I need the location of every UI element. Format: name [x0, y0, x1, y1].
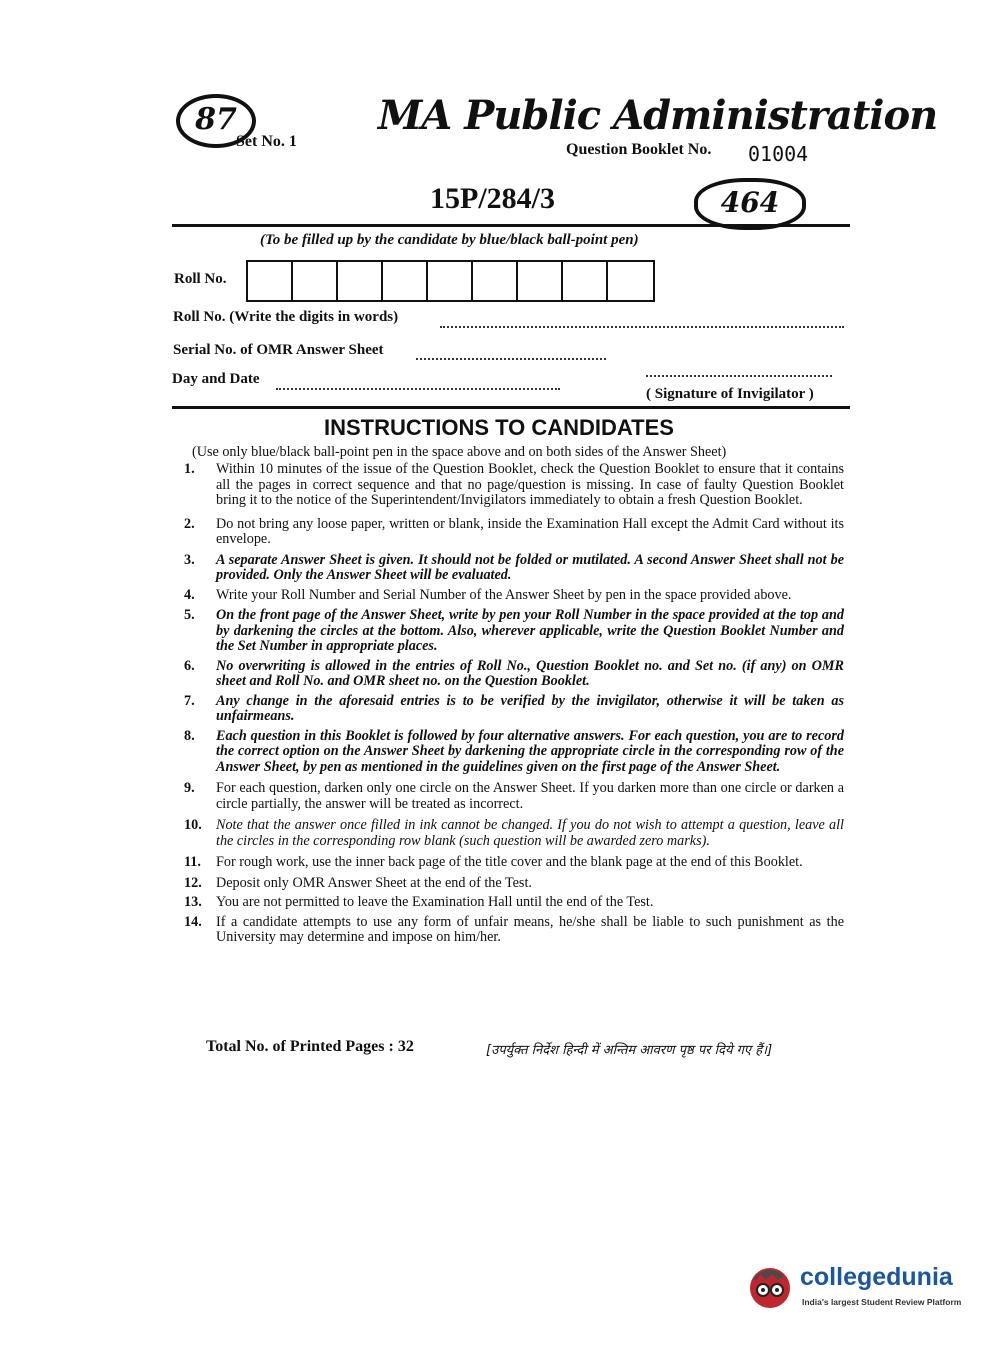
list-item — [184, 895, 844, 911]
roll-words-field[interactable] — [440, 326, 844, 328]
list-item — [184, 659, 844, 690]
item-number: 1. — [184, 461, 195, 477]
list-item — [184, 855, 844, 871]
item-text: Write your Roll Number and Serial Number of the Answer Sheet by pen in the space provided above. — [216, 586, 792, 603]
item-number: 2. — [184, 515, 195, 532]
invigilator-label: ( Signature of Invigilator ) — [646, 386, 814, 402]
roll-digit-box[interactable] — [518, 262, 563, 300]
item-number: 6. — [184, 657, 195, 674]
item-number: 5. — [184, 607, 195, 623]
circled-page-number: 87 — [176, 94, 256, 148]
brand-name: collegedunia — [800, 1263, 953, 1291]
day-date-label: Day and Date — [172, 371, 260, 387]
roll-words-label: Roll No. (Write the digits in words) — [173, 309, 399, 325]
item-text: Deposit only OMR Answer Sheet at the end of the Test. — [216, 874, 532, 891]
handwritten-title: MA Public Administration — [378, 92, 938, 139]
roll-digit-box[interactable] — [428, 262, 473, 300]
item-number: 10. — [184, 817, 202, 833]
list-item — [184, 729, 844, 776]
item-text: Within 10 minutes of the issue of the Question Booklet, check the Question Booklet to ensure that it contains all the pages in correct sequence and that no page/question is missing. In case of faulty Question Booklet bring it to the notice of the Superintendent/Invigilators immediately to obtain a fresh Question Booklet. — [216, 461, 844, 508]
roll-digit-box[interactable] — [248, 262, 293, 300]
list-item — [184, 694, 844, 725]
total-pages: Total No. of Printed Pages : 32 — [206, 1038, 414, 1055]
list-item — [184, 588, 844, 604]
item-text: If a candidate attempts to use any form of unfair means, he/she shall be liable to such punishment as the University may determine and impose on him/her. — [216, 913, 844, 945]
mascot-icon — [742, 1256, 798, 1312]
brand-tagline: India's largest Student Review Platform — [802, 1297, 962, 1307]
item-text: On the front page of the Answer Sheet, write by pen your Roll Number in the space provided at the top and by darkening the circles at the bottom. Also, wherever applicable, write the Question Booklet Number and the Set Number in appropriate places. — [216, 607, 844, 654]
item-number: 3. — [184, 551, 195, 568]
item-text: Do not bring any loose paper, written or blank, inside the Examination Hall except the Admit Card without its envelope. — [216, 515, 844, 547]
list-item — [184, 818, 844, 849]
list-item — [184, 553, 844, 584]
item-text: Each question in this Booklet is followed by four alternative answers. For each question, you are to record the correct option on the Answer Sheet by darkening the appropriate circle in the corresponding row of the Answer Sheet, by pen as mentioned in the guidelines given on the first page of the Answer Sheet. — [216, 727, 844, 775]
item-number: 14. — [184, 913, 202, 930]
item-number: 11. — [184, 854, 201, 870]
set-number: Set No. 1 — [236, 133, 297, 150]
paper-code: 15P/284/3 — [430, 182, 555, 215]
item-text: You are not permitted to leave the Examination Hall until the end of the Test. — [216, 894, 654, 910]
omr-serial-label: Serial No. of OMR Answer Sheet — [173, 342, 384, 358]
brand-logo — [742, 1256, 798, 1312]
item-number: 4. — [184, 586, 195, 603]
item-text: No overwriting is allowed in the entries of Roll No., Question Booklet no. and Set no. (if any) on OMR sheet and Roll No. and OMR sheet no. on the Question Booklet. — [216, 657, 844, 689]
roll-no-label: Roll No. — [174, 271, 227, 287]
omr-serial-field[interactable] — [416, 358, 606, 360]
day-date-field[interactable] — [276, 388, 560, 390]
item-number: 7. — [184, 692, 195, 709]
item-number: 8. — [184, 727, 195, 744]
list-item — [184, 781, 844, 812]
item-number: 12. — [184, 874, 202, 891]
item-text: Any change in the aforesaid entries is to be verified by the invigilator, otherwise it will be taken as unfairmeans. — [216, 692, 844, 724]
list-item — [184, 876, 844, 892]
item-number: 13. — [184, 894, 202, 910]
instructions-intro: (Use only blue/black ball-point pen in the space above and on both sides of the Answer Sheet) — [192, 444, 727, 460]
item-text: For rough work, use the inner back page of the title cover and the blank page at the end of this Booklet. — [216, 854, 803, 870]
instructions-list — [184, 462, 844, 946]
form-divider — [172, 406, 850, 409]
item-text: Note that the answer once filled in ink cannot be changed. If you do not wish to attempt a question, leave all the circles in the corresponding row blank (such question will be awarded zero marks). — [216, 817, 844, 849]
top-divider — [172, 224, 850, 227]
list-item — [184, 915, 844, 946]
instructions-heading: INSTRUCTIONS TO CANDIDATES — [324, 415, 674, 440]
fill-note: (To be filled up by the candidate by blue/black ball-point pen) — [260, 232, 639, 248]
hindi-note: [उपर्युक्त निर्देश हिन्दी में अन्तिम आवरण पृष्ठ पर दिये गए हैं।] — [486, 1043, 773, 1058]
item-text: A separate Answer Sheet is given. It should not be folded or mutilated. A second Answer Sheet shall not be provided. Only the Answer Sheet will be evaluated. — [216, 551, 844, 583]
circled-code: 464 — [694, 178, 806, 230]
roll-digit-box[interactable] — [608, 262, 653, 300]
roll-number-boxes[interactable] — [246, 260, 655, 302]
list-item — [184, 517, 844, 548]
item-number: 9. — [184, 780, 195, 796]
list-item — [184, 462, 844, 509]
booklet-number: 01004 — [748, 142, 809, 166]
invigilator-signature-field[interactable] — [646, 375, 832, 377]
list-item — [184, 608, 844, 655]
roll-digit-box[interactable] — [563, 262, 608, 300]
roll-digit-box[interactable] — [338, 262, 383, 300]
roll-digit-box[interactable] — [293, 262, 338, 300]
roll-digit-box[interactable] — [473, 262, 518, 300]
roll-digit-box[interactable] — [383, 262, 428, 300]
booklet-number-label: Question Booklet No. — [566, 141, 712, 158]
item-text: For each question, darken only one circle on the Answer Sheet. If you darken more than one circle or darken a circle partially, the answer will be treated as incorrect. — [216, 780, 844, 812]
